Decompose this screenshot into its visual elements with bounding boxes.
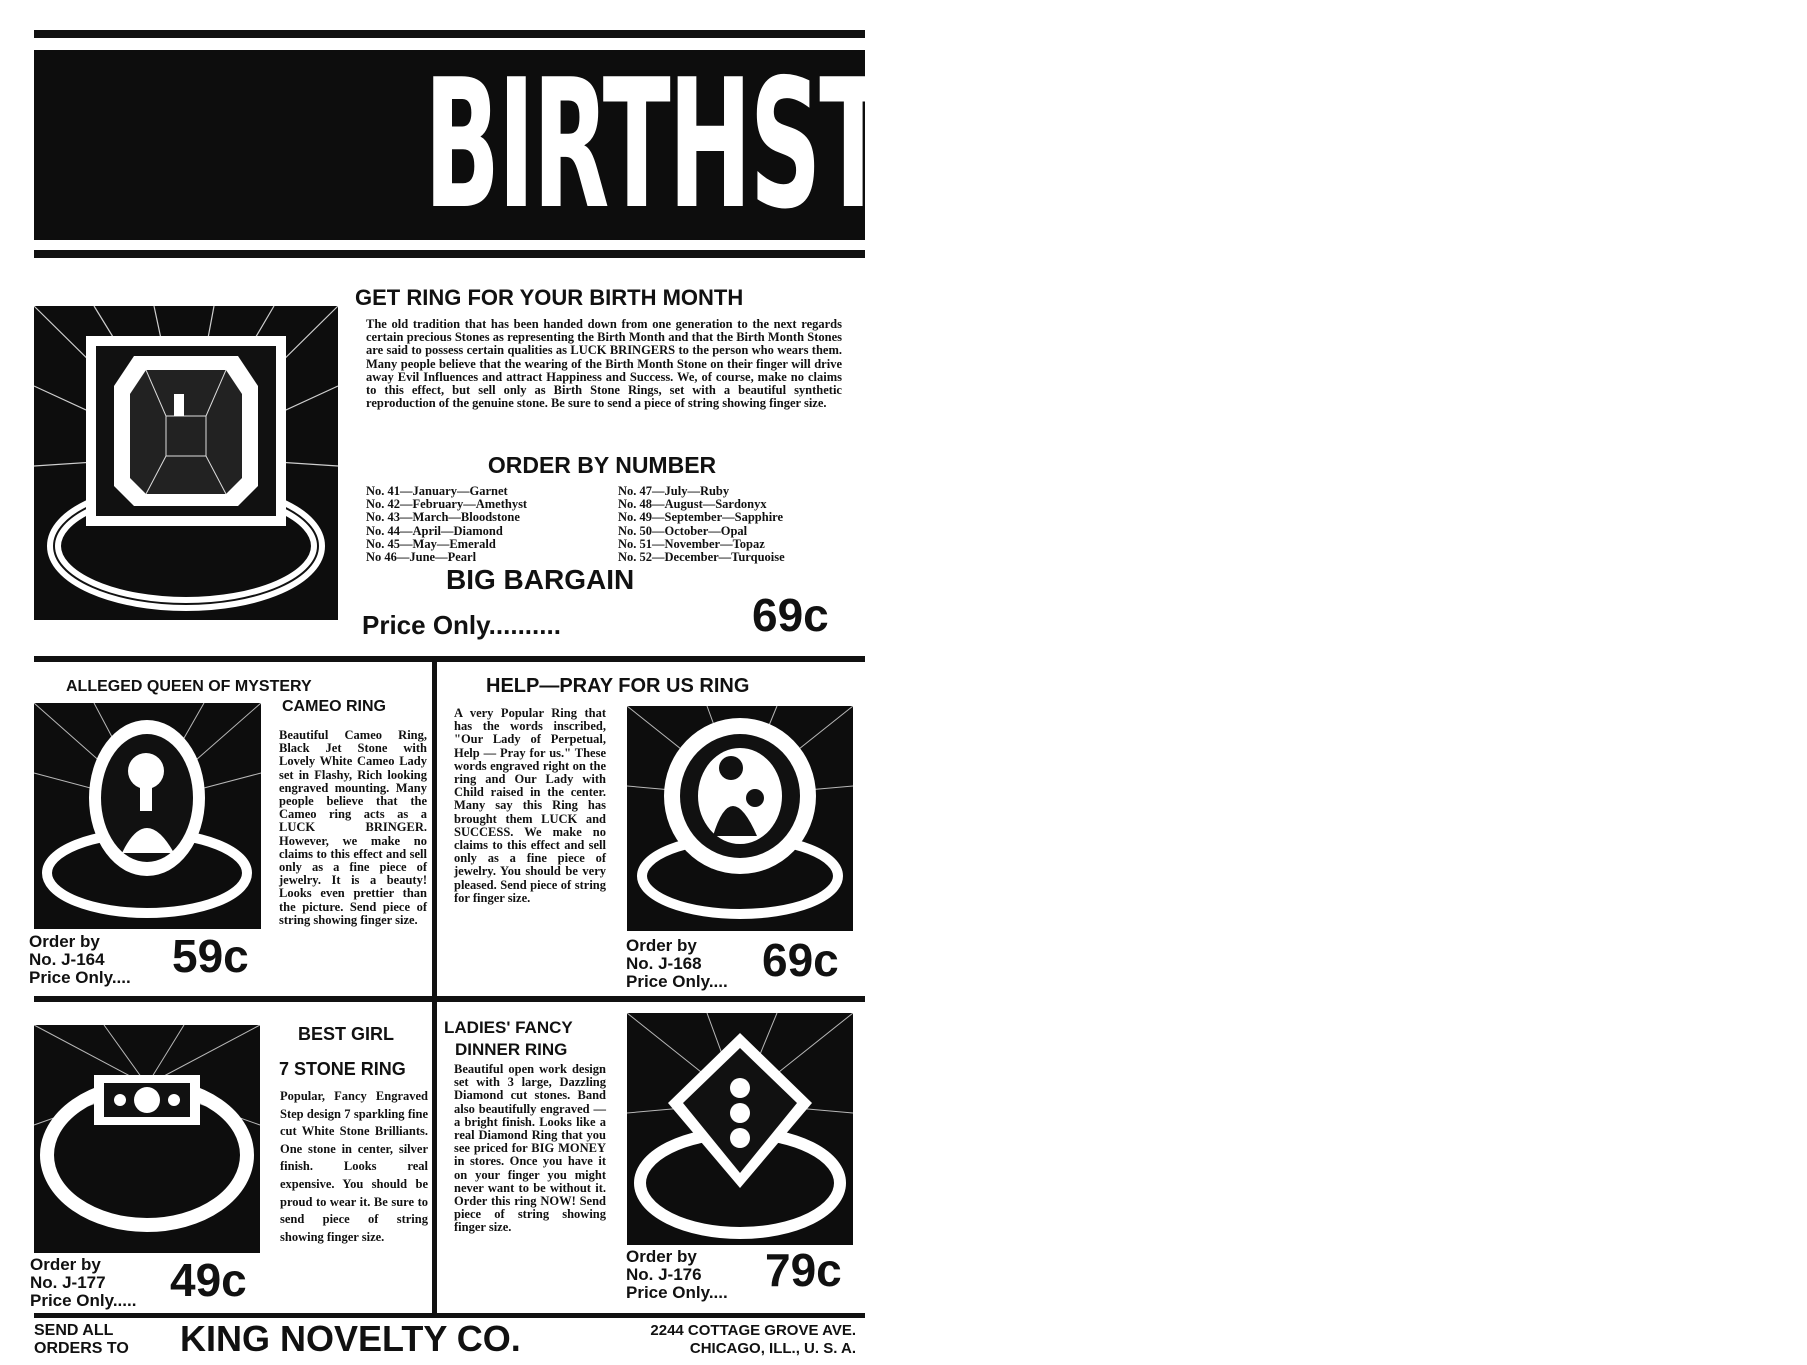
cameo-title-line2: CAMEO RING (282, 698, 386, 715)
month-item: No. 44—April—Diamond (366, 523, 503, 538)
month-item: No. 51—November—Topaz (618, 536, 765, 551)
best-girl-description: Popular, Fancy Engraved Step design 7 sparkling fine cut White Stone Brilliants. One stone in center, silver finish. Looks real expensive. You should be proud to wear it. Be sure to send piece of string showing finger size. (280, 1089, 428, 1244)
headline-underline (34, 250, 865, 258)
best-girl-title-line1: BEST GIRL (298, 1024, 395, 1044)
help-order-label: Order by No. J-168 Price Only.... (626, 936, 728, 991)
cameo-title-line1: ALLEGED QUEEN OF MYSTERY (66, 678, 312, 695)
dinner-description: Beautiful open work design set with 3 large, Dazzling Diamond cut stones. Band also beautifully engraved — a bright finish. Looks like a real Diamond Ring that you see priced for BIG MONEY in stores. Once you have it on your finger you might never want to be without it. Order this ring NOW! Send piece of string showing finger size. (454, 1062, 606, 1235)
best-girl-ring-illustration (34, 1025, 260, 1253)
best-girl-order-label: Order by No. J-177 Price Only..... (30, 1255, 137, 1310)
cameo-order-label: Order by No. J-164 Price Only.... (29, 932, 131, 987)
footer-company-name: KING NOVELTY CO. (180, 1318, 521, 1359)
month-item: No. 42—February—Amethyst (366, 497, 528, 512)
footer-send-all: SEND ALL ORDERS TO (34, 1322, 129, 1357)
dinner-price: 79c (765, 1244, 842, 1296)
page-title: BIRTHSTONE RING (34, 50, 865, 240)
birth-month-description: The old tradition that has been handed down from one generation to the next regards certain precious Stones as representing the Birth Month and that the Birth Month Stones are said to possess certain qualities as LUCK BRINGERS to the person who wears them. Many people believe that the wearing of the Birth Month Stone on their finger will drive away Evil Influences and attract Happiness and Success. We, of course, make no claims to this effect, but sell only as Birth Stone Rings, set with a beautiful synthetic reproduction of the genuine stone. Be sure to send a piece of string showing finger size. (366, 317, 842, 411)
price-only-label: Price Only.......... (362, 610, 561, 640)
month-item: No 46—June—Pearl (366, 550, 477, 565)
month-item: No. 45—May—Emerald (366, 536, 496, 551)
dinner-ring-illustration (627, 1013, 853, 1245)
month-list-right (618, 485, 848, 564)
best-girl-price: 49c (170, 1254, 247, 1306)
help-ring-description: A very Popular Ring that has the words inscribed, "Our Lady of Perpetual, Help — Pray for us." These words engraved right on the ring and Our Lady with Child raised in the center. Many say this Ring has brought them LUCK and SUCCESS. We make no claims to this effect and sell only as a fine piece of jewelry. You should be very pleased. Send piece of string for finger size. (454, 706, 606, 905)
month-item: No. 43—March—Bloodstone (366, 510, 520, 525)
birthstone-ring-illustration (34, 306, 338, 620)
month-item: No. 49—September—Sapphire (618, 510, 784, 525)
cameo-price: 59c (172, 930, 249, 982)
dinner-title-line2: DINNER RING (455, 1040, 568, 1059)
month-item: No. 48—August—Sardonyx (618, 497, 767, 512)
help-ring-illustration (627, 706, 853, 931)
top-price: 69c (752, 589, 829, 641)
month-item: No. 47—July—Ruby (618, 484, 730, 498)
month-item: No. 50—October—Opal (618, 523, 748, 538)
footer-address: 2244 COTTAGE GROVE AVE. CHICAGO, ILL., U. S. A. (650, 1322, 856, 1357)
cameo-ring-illustration (34, 703, 261, 929)
cameo-description: Beautiful Cameo Ring, Black Jet Stone with Lovely White Cameo Lady set in Flashy, Rich looking engraved mounting. Many people believe that the Cameo ring acts as a LUCK BRINGER. However, we make no claims to this effect and sell only as a fine piece of jewelry. It is a beauty! Looks even prettier than the picture. Send piece of string showing finger size. (279, 728, 427, 927)
grid-rule-top (34, 656, 865, 662)
big-bargain-heading: BIG BARGAIN (446, 564, 635, 595)
birth-month-heading: GET RING FOR YOUR BIRTH MONTH (355, 285, 744, 310)
month-item: No. 52—December—Turquoise (618, 550, 785, 565)
month-list-left (366, 485, 616, 564)
month-item: No. 41—January—Garnet (366, 484, 508, 498)
grid-rule-vertical (432, 662, 437, 1313)
best-girl-title-line2: 7 STONE RING (279, 1059, 406, 1079)
help-price: 69c (762, 934, 839, 986)
dinner-order-label: Order by No. J-176 Price Only.... (626, 1247, 728, 1302)
dinner-title-line1: LADIES' FANCY (444, 1018, 573, 1037)
order-by-number-heading: ORDER BY NUMBER (487, 452, 717, 478)
top-rule (34, 30, 865, 38)
grid-rule-middle (34, 996, 865, 1002)
help-ring-title: HELP—PRAY FOR US RING (486, 675, 750, 697)
